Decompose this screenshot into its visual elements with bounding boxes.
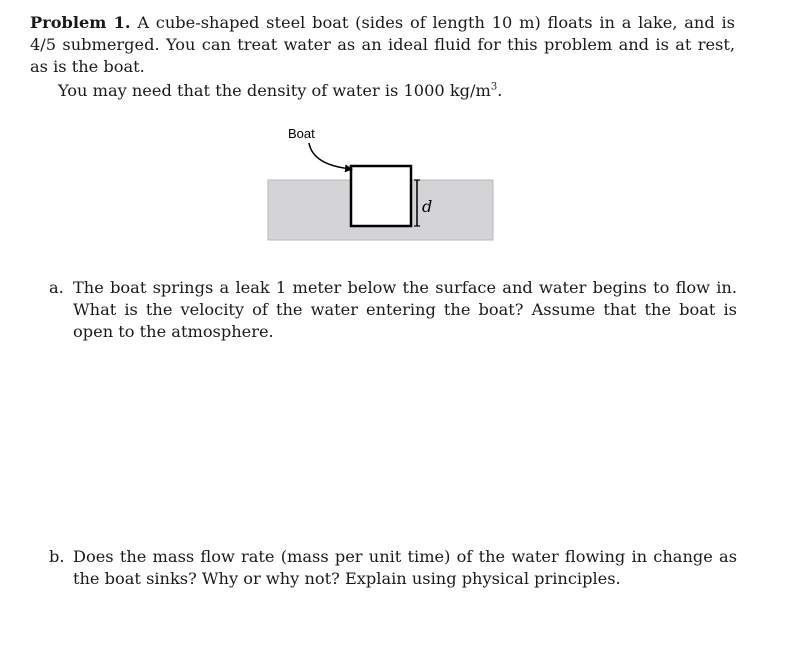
problem-title: Problem 1. bbox=[30, 13, 131, 32]
boat-pointer-arrow bbox=[309, 143, 351, 169]
density-exponent: 3 bbox=[490, 81, 498, 93]
question-a-text: The boat springs a leak 1 meter below the surface and water begins to flow in. What is the velocity of the water entering the boat? Assume that the boat is open to the atmosphere. bbox=[73, 278, 737, 341]
boat-square bbox=[351, 166, 411, 226]
question-b bbox=[49, 546, 737, 590]
density-note-period: . bbox=[497, 81, 503, 100]
density-note-text: You may need that the density of water is 1000 kg/m bbox=[58, 81, 491, 100]
problem-intro bbox=[30, 12, 735, 78]
boat-diagram bbox=[266, 123, 496, 243]
problem-intro-text: A cube-shaped steel boat (sides of length 10 m) floats in a lake, and is 4/5 submerged. You can treat water as an ideal fluid for this problem and is at rest, as is the boat. bbox=[30, 13, 735, 76]
depth-label: d bbox=[422, 197, 433, 216]
question-b-marker: b. bbox=[49, 547, 65, 566]
density-note bbox=[58, 80, 738, 102]
question-a bbox=[49, 277, 737, 343]
boat-label: Boat bbox=[288, 126, 315, 141]
question-a-marker: a. bbox=[49, 278, 64, 297]
question-b-text: Does the mass flow rate (mass per unit time) of the water flowing in change as the boat sinks? Why or why not? Explain using physical principles. bbox=[73, 547, 737, 588]
